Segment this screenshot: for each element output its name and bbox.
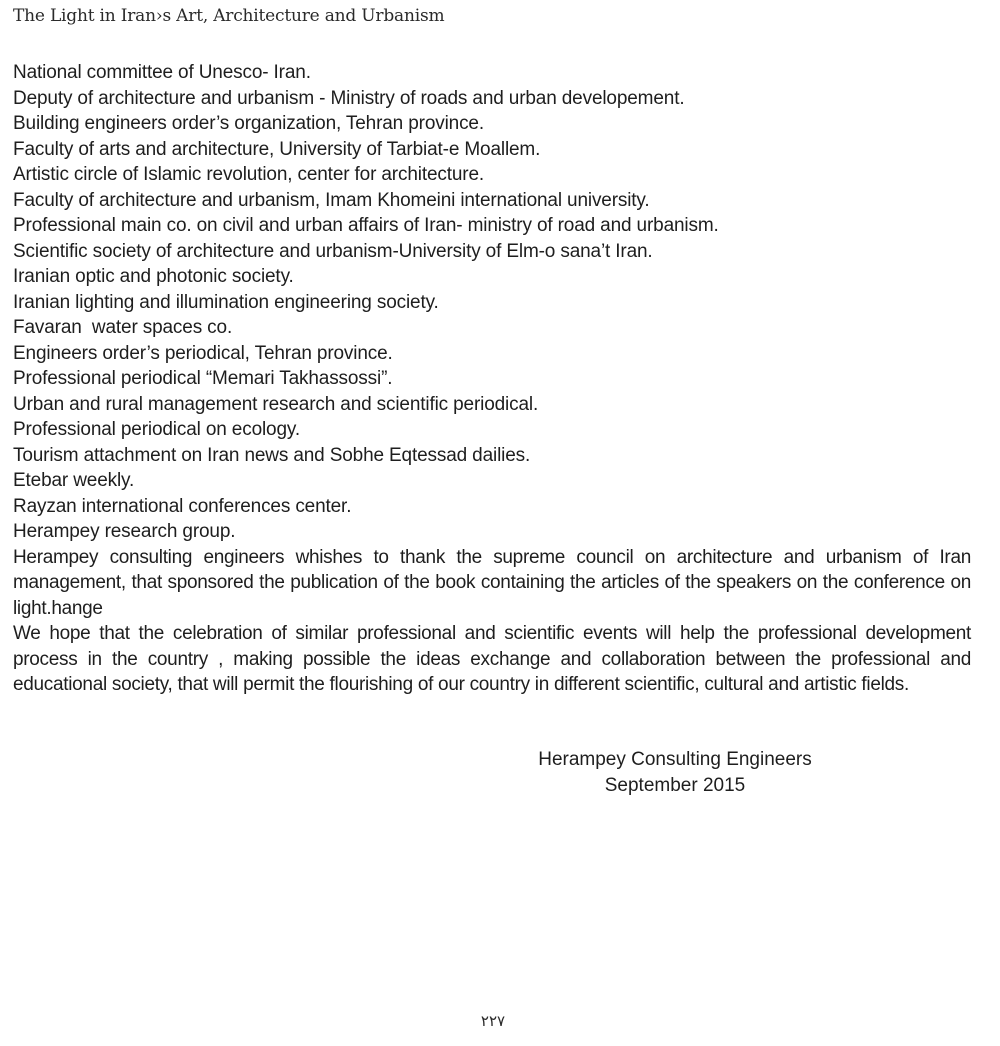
acknowledgement-item: Professional main co. on civil and urban affairs of Iran- ministry of road and urbanism. (13, 215, 719, 236)
acknowledgement-item: Professional periodical on ecology. (13, 419, 300, 440)
acknowledgement-item: Artistic circle of Islamic revolution, center for architecture. (13, 164, 484, 185)
acknowledgement-item: Professional periodical “Memari Takhassossi”. (13, 368, 393, 389)
acknowledgement-item: Tourism attachment on Iran news and Sobhe Eqtessad dailies. (13, 444, 531, 466)
acknowledgement-item: Etebar weekly. (13, 470, 135, 491)
signature-block (515, 747, 835, 798)
signature-date: September 2015 (604, 774, 746, 796)
acknowledgements-body (13, 60, 971, 698)
running-head: The Light in Iran›s Art, Architecture and Urbanism (13, 6, 445, 26)
acknowledgement-item: Urban and rural management research and scientific periodical. (13, 393, 539, 415)
acknowledgement-item: Faculty of architecture and urbanism, Imam Khomeini international university. (13, 189, 650, 211)
page-number: ۲۲۷ (480, 1012, 506, 1030)
acknowledgement-item: Favaran water spaces co. (13, 317, 233, 338)
acknowledgement-item: National committee of Unesco- Iran. (13, 62, 311, 83)
acknowledgement-item: Scientific society of architecture and urbanism-University of Elm-o sana’t Iran. (13, 240, 653, 262)
acknowledgement-item: Engineers order’s periodical, Tehran province. (13, 342, 393, 364)
acknowledgement-item: Rayzan international conferences center. (13, 495, 352, 517)
thanks-paragraph: Herampey consulting engineers whishes to thank the supreme council on architecture and urbanism of Iran management, that sponsored the publication of the book containing the articles of the speakers on the conference on light.hange (13, 546, 971, 619)
acknowledgement-item: Building engineers order’s organization, Tehran province. (13, 113, 484, 134)
acknowledgement-item: Faculty of arts and architecture, University of Tarbiat-e Moallem. (13, 138, 541, 160)
closing-paragraph: We hope that the celebration of similar professional and scientific events will help the professional development process in the country , making possible the ideas exchange and collaboration between the professional and educational society, that will permit the flourishing of our country in different scientific, cultural and artistic fields. (13, 623, 971, 695)
acknowledgement-item: Herampey research group. (13, 521, 236, 542)
signature-organization: Herampey Consulting Engineers (538, 749, 812, 770)
acknowledgement-item: Iranian optic and photonic society. (13, 266, 294, 287)
acknowledgement-item: Deputy of architecture and urbanism - Ministry of roads and urban developement. (13, 87, 685, 109)
acknowledgement-item: Iranian lighting and illumination engineering society. (13, 291, 439, 313)
